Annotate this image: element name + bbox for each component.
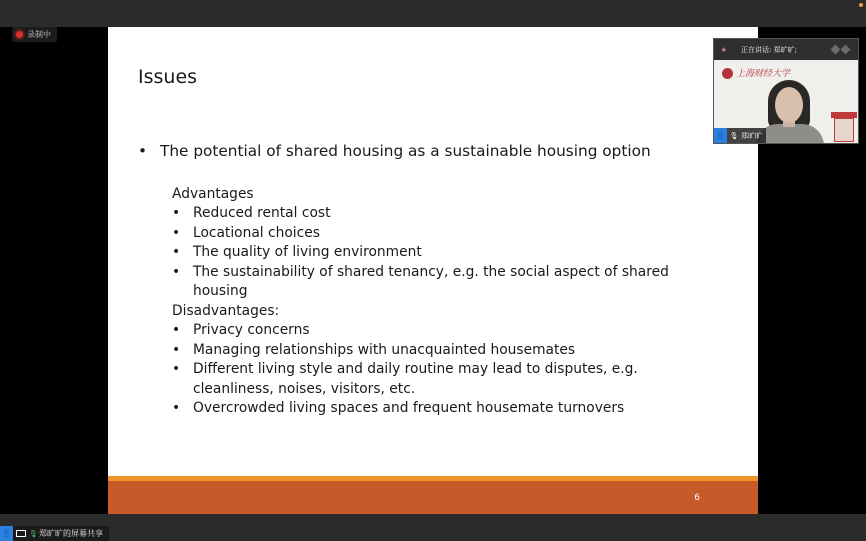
university-logo: 上海财经大学 [736, 69, 791, 79]
speaker-icon: ✦ [720, 44, 728, 55]
list-item: • Overcrowded living spaces and frequent housemate turnovers [172, 399, 695, 419]
layout-toggle-icon[interactable] [829, 44, 853, 54]
presenter-face [775, 87, 803, 123]
list-item: • Locational choices [172, 224, 695, 244]
shared-slide [108, 27, 758, 514]
main-bullet [138, 142, 651, 160]
bullet-icon: • [138, 142, 148, 160]
bullet-icon: • [172, 224, 181, 241]
list-item: • Reduced rental cost [172, 204, 695, 224]
recording-badge[interactable] [12, 27, 57, 42]
video-feed [714, 60, 858, 143]
recording-label: 录制中 [27, 30, 51, 39]
user-icon: 👤 [714, 128, 727, 143]
bullet-icon: • [172, 322, 181, 338]
disadvantages-list [172, 321, 695, 419]
bullet-icon: • [172, 400, 181, 416]
record-icon [16, 31, 23, 38]
university-seal-icon [722, 68, 733, 79]
bullet-icon: • [172, 205, 181, 221]
bullet-icon: • [172, 341, 181, 358]
slide-title: Issues [138, 66, 198, 88]
participant-name: 郑旷旷 [741, 131, 762, 140]
list-item: • The quality of living environment [172, 243, 695, 263]
screen-share-indicator[interactable] [0, 526, 109, 541]
participant-name-bar [714, 128, 766, 143]
video-tile-header [714, 39, 858, 60]
status-dot-icon [859, 3, 863, 7]
user-icon: 👤 [0, 526, 13, 541]
list-item: • Privacy concerns [172, 321, 695, 341]
page-number: 6 [694, 493, 700, 503]
list-item: • Managing relationships with unacquainted housemates [172, 341, 695, 361]
screen-share-icon [16, 530, 26, 537]
speaker-video-tile[interactable] [713, 38, 859, 144]
bullet-icon: • [172, 244, 181, 260]
speaking-label: 正在讲话: 郑旷旷; [741, 45, 797, 54]
bottom-toolbar [0, 514, 866, 541]
list-item: • The sustainability of shared tenancy, e.g. the social aspect of shared housing [172, 263, 695, 302]
mic-icon: 🎙 [29, 530, 38, 538]
advantages-heading: Advantages [172, 186, 254, 202]
slide-footer [108, 481, 758, 514]
top-toolbar [0, 0, 866, 27]
screen-share-label: 郑旷旷的屏幕共享 [39, 529, 103, 538]
disadvantages-heading: Disadvantages: [172, 303, 280, 319]
advantages-list [172, 204, 695, 302]
background-building [831, 112, 857, 142]
bullet-icon: • [172, 361, 181, 377]
main-bullet-text: The potential of shared housing as a sustainable housing option [160, 142, 651, 160]
mic-icon: 🎙 [729, 132, 739, 140]
list-item: • Different living style and daily routine may lead to disputes, e.g. cleanliness, noises, visitors, etc. [172, 360, 695, 399]
bullet-icon: • [172, 263, 181, 280]
